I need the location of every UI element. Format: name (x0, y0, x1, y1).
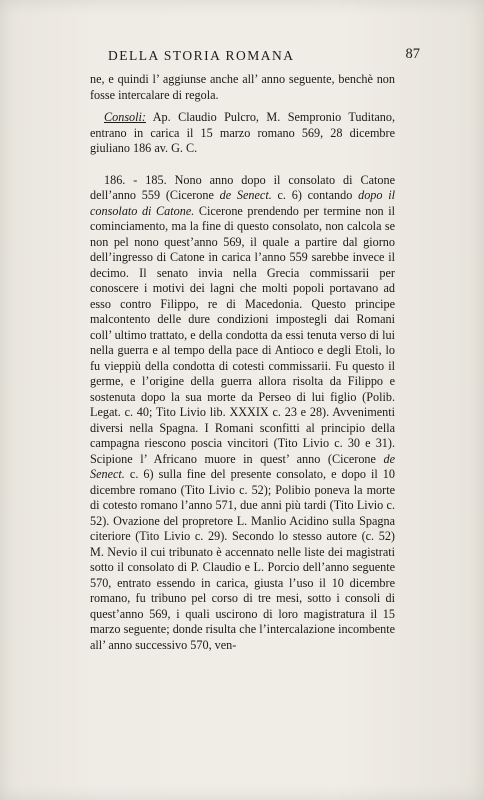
entry-text-a: 186. - 185. Nono anno dopo il consolato di Catone dell’anno 559 (Cicerone (90, 172, 395, 202)
citation-de-senect-2: de Senect. (90, 451, 395, 481)
entry-text-g: c. 6) sulla fine del presente consolato, e dopo il 10 dicembre romano (Tito Livio c. 52); Polibio poneva la morte di cotesto romano l’anno 571, due anni più tardi (Tito Livio c. 52). Ovazione del propretore L. Manlio Acidino sulla Spagna citeriore (Tito Livio c. 29). Secondo lo stesso autore (c. 52) M. Nevio il cui tribunato è accennato nelle liste dei magistrati sotto il consolato di P. Claudio e L. Porcio dell’anno seguente 570, entrato essendo in carica, giusta l’uso il 10 dicembre romano, fu tribuno pel corso di tre mesi, sotto i consoli di quest’anno 569, i quali uscirono di loro magistratura il 15 marzo seguente; donde risulta che l’intercalazione incombente all’ anno successivo 570, ven- (90, 467, 395, 652)
consuls-paragraph (90, 110, 395, 157)
continued-paragraph: ne, e quindi l’ aggiunse anche all’ anno seguente, benchè non fosse intercalare di regola. (90, 72, 395, 102)
entry-text-c: c. 6) contando (271, 188, 359, 202)
consuls-label: Consoli: (104, 110, 146, 124)
consuls-text: Ap. Claudio Pulcro, M. Sempronio Tuditano, entrano in carica il 15 marzo romano 569, 28 dicembre giuliano 186 av. G. C. (90, 110, 395, 155)
page-number: 87 (405, 46, 420, 62)
year-entry-paragraph (90, 173, 395, 654)
phrase-dopo-consolato: dopo il consolato di Catone. (90, 188, 395, 218)
page-header (88, 46, 420, 66)
body-text (90, 72, 395, 653)
entry-text-e: Cicerone prendendo per termine non il cominciamento, ma la fine di questo consolato, non calcola se non pel nono quest’anno 569, il quale a partire dal giorno dell’ingresso di Catone in carica l’anno 559 sarebbe invece il decimo. Il senato invia nella Grecia commissarii per conoscere i motivi dei lagni che molti popoli portavano ad esso contro Filippo, re di Macedonia. Questo principe malcontento delle dure condizioni impostegli dai Romani coll’ ultimo trattato, e della condotta da essi tenuta verso di lui nella guerra e al tempo della pace di Antioco e degli Etoli, lo fu vieppiù della condotta di cotesti commissarii. Fu questo il germe, e l’origine della guerra allora risolta da Filippo e sostenuta dopo la sua morte da Perseo di lui figlio (Polib. Legat. c. 40; Tito Livio lib. XXXIX c. 23 e 28). Avvenimenti diversi nella Spagna. I Romani sconfitti al principio della campagna riescono poscia vincitori (Tito Livio c. 30 e 31). Scipione l’ Africano muore in quest’ anno (Cicerone (90, 203, 395, 466)
citation-de-senect-1: de Senect. (219, 188, 272, 202)
running-head: DELLA STORIA ROMANA (108, 48, 295, 63)
